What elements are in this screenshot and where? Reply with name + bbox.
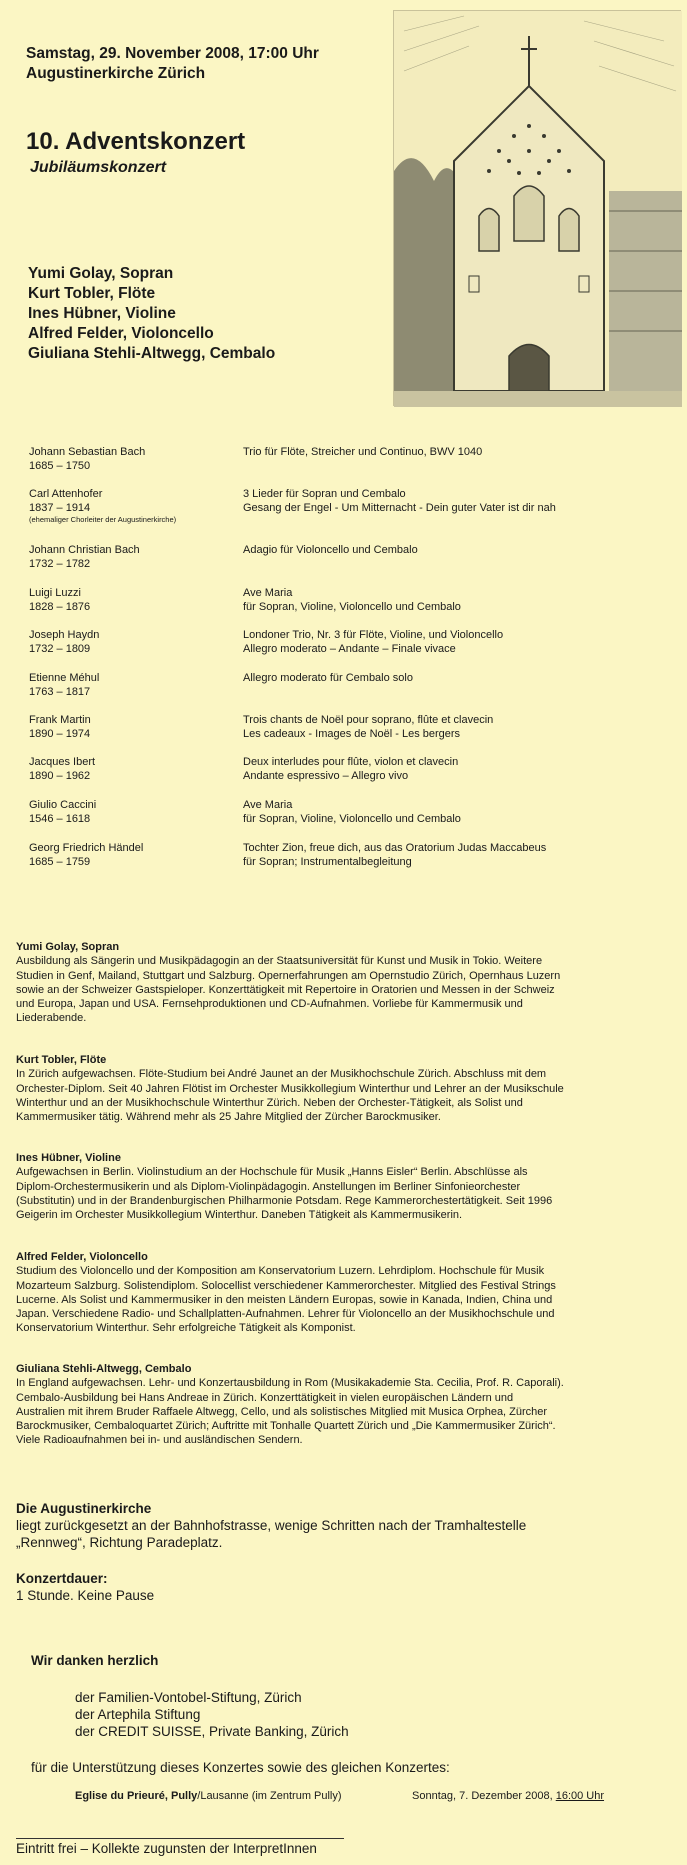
work-detail: Gesang der Engel - Um Mitternacht - Dein guter Vater ist dir nah <box>243 502 556 514</box>
work-title: Adagio für Violoncello und Cembalo <box>243 544 418 556</box>
composer-name: Joseph Haydn <box>29 629 100 641</box>
bio-line: Viele Radioaufnahmen bei in- und ausländischen Sendern. <box>16 1434 303 1447</box>
work-detail: Les cadeaux - Images de Noël - Les bergers <box>243 728 461 740</box>
composer-years: 1546 – 1618 <box>29 813 91 825</box>
location-section <box>16 1500 676 1551</box>
bio-line: In Zürich aufgewachsen. Flöte-Studium bei André Jaunet an der Musikhochschule Zürich. Abschluss mit dem <box>16 1068 547 1081</box>
bio-heading: Yumi Golay, Sopran <box>16 941 120 953</box>
work-title: Londoner Trio, Nr. 3 für Flöte, Violine, und Violoncello <box>243 629 504 641</box>
bio-line: Konservatorium Winterthur. Sehr erfolgreiche Tätigkeit als Komponist. <box>16 1322 356 1335</box>
composer-note: (ehemaliger Chorleiter der Augustinerkirche) <box>29 515 177 524</box>
second-concert-date <box>412 1789 604 1803</box>
bio-line: und Europa, Japan und USA. Fernsehproduktionen und CD-Aufnahmen. Vorliebe für Kammermusik und <box>16 998 523 1011</box>
performer: Alfred Felder, Violoncello <box>28 325 214 342</box>
work-detail: für Sopran, Violine, Violoncello und Cembalo <box>243 813 461 825</box>
composer-years: 1890 – 1974 <box>29 728 91 740</box>
composer-years: 1828 – 1876 <box>29 601 91 613</box>
sponsor-item: der CREDIT SUISSE, Private Banking, Zürich <box>75 1724 349 1739</box>
bio-line: Liederabende. <box>16 1012 87 1025</box>
second-concert-venue <box>75 1789 342 1803</box>
composer-name: Jacques Ibert <box>29 756 96 768</box>
work-detail: für Sopran, Violine, Violoncello und Cembalo <box>243 601 461 613</box>
bio-line: Studien in Genf, Mailand, Stuttgart und Salzburg. Opernerfahrungen am Opernstudio Zürich, Opernhaus Luzern <box>16 969 561 982</box>
duration-text: 1 Stunde. Keine Pause <box>16 1588 155 1603</box>
bio-section <box>16 1362 676 1448</box>
support-line: für die Unterstützung dieses Konzertes sowie des gleichen Konzertes: <box>31 1760 450 1775</box>
work-title: Trio für Flöte, Streicher und Continuo, BWV 1040 <box>243 446 483 458</box>
bio-line: (Substitutin) und in der Brandenburgischen Philharmonie Potsdam. Rege Kammerorchestertätigkeit. Seit 1996 <box>16 1194 553 1207</box>
duration-heading: Konzertdauer: <box>16 1571 108 1586</box>
bio-line: Winterthur und an der Musikhochschule Winterthur Zürich. Neben der Orchester-Tätigkeit, als Solist und <box>16 1096 523 1109</box>
concert-venue: Augustinerkirche Zürich <box>26 65 206 82</box>
bio-line: Diplom-Orchestermusikerin und als Diplom-Violinpädagogin. Anstellungen im Berliner Sinfonieorchester <box>16 1180 521 1193</box>
location-line: „Rennweg“, Richtung Paradeplatz. <box>16 1535 223 1550</box>
work-detail: für Sopran; Instrumentalbegleitung <box>243 856 412 868</box>
bio-section <box>16 1250 676 1336</box>
bio-heading: Giuliana Stehli-Altwegg, Cembalo <box>16 1363 192 1375</box>
composer-years: 1685 – 1759 <box>29 856 91 868</box>
performer-list <box>28 264 275 364</box>
composer-name: Carl Attenhofer <box>29 488 103 500</box>
composer-years: 1837 – 1914 <box>29 502 91 514</box>
second-concert-date-text: Sonntag, 7. Dezember 2008, <box>412 1790 556 1802</box>
bio-line: In England aufgewachsen. Lehr- und Konzertausbildung in Rom (Musikakademie Sta. Cecilia, Prof. R. Caporali). <box>16 1377 564 1390</box>
bio-line: Kammermusiker tätig. Während mehr als 25 Jahre Mitglied der Zürcher Barockmusiker. <box>16 1111 441 1124</box>
composer-name: Giulio Caccini <box>29 799 97 811</box>
composer-name: Luigi Luzzi <box>29 587 81 599</box>
bio-line: Mozarteum Salzburg. Solistendiplom. Solocellist verschiedener Kammerorchester. Mitglied des Festival Strings <box>16 1279 556 1292</box>
work-title: Trois chants de Noël pour soprano, flûte et clavecin <box>243 714 494 726</box>
bio-section <box>16 940 676 1026</box>
second-concert-venue-detail: /Lausanne (im Zentrum Pully) <box>197 1790 342 1802</box>
composer-name: Etienne Méhul <box>29 672 100 684</box>
bio-line: Aufgewachsen in Berlin. Violinstudium an der Hochschule für Musik „Hanns Eisler“ Berlin. Abschlüsse als <box>16 1166 528 1179</box>
performer: Giuliana Stehli-Altwegg, Cembalo <box>28 345 276 362</box>
bio-line: Geigerin im Orchester Musikkollegium Winterthur. Daneben Tätigkeit als Kammermusikerin. <box>16 1209 463 1222</box>
work-title: Ave Maria <box>243 587 293 599</box>
bio-line: Studium des Violoncello und der Komposition am Konservatorium Luzern. Lehrdiplom. Hochschule für Musik <box>16 1265 545 1278</box>
thanks-heading: Wir danken herzlich <box>31 1653 159 1668</box>
location-line: liegt zurückgesetzt an der Bahnhofstrasse, wenige Schritten nach der Tramhaltestelle <box>16 1518 527 1533</box>
work-detail: Andante espressivo – Allegro vivo <box>243 770 409 782</box>
sponsor-item: der Artephila Stiftung <box>75 1707 201 1722</box>
church-illustration <box>393 10 681 406</box>
church-drawing <box>394 11 682 407</box>
performer: Kurt Tobler, Flöte <box>28 285 156 302</box>
sponsor-list <box>75 1689 635 1740</box>
performer: Ines Hübner, Violine <box>28 305 176 322</box>
sponsor-item: der Familien-Vontobel-Stiftung, Zürich <box>75 1690 302 1705</box>
composer-name: Johann Sebastian Bach <box>29 446 146 458</box>
concert-title: 10. Adventskonzert <box>26 128 246 155</box>
composer-name: Johann Christian Bach <box>29 544 140 556</box>
bio-heading: Alfred Felder, Violoncello <box>16 1251 148 1263</box>
concert-date: Samstag, 29. November 2008, 17:00 Uhr <box>26 45 319 62</box>
bio-heading: Kurt Tobler, Flöte <box>16 1054 107 1066</box>
performer: Yumi Golay, Sopran <box>28 265 174 282</box>
work-title: Ave Maria <box>243 799 293 811</box>
bio-line: Orchester-Diplom. Seit 40 Jahren Flötist im Orchester Musikkollegium Winterthur und Lehrer an der Musikschule <box>16 1082 564 1095</box>
work-title: 3 Lieder für Sopran und Cembalo <box>243 488 406 500</box>
composer-name: Frank Martin <box>29 714 91 726</box>
footer-divider <box>16 1838 344 1839</box>
bio-line: Barockmusiker, Cembaloquartet Zürich; Auftritte mit Tonhalle Quartett Zürich und „Die Kammermusiker Zürich“. <box>16 1420 556 1433</box>
location-heading: Die Augustinerkirche <box>16 1501 152 1516</box>
composer-years: 1890 – 1962 <box>29 770 91 782</box>
second-concert-venue-name: Eglise du Prieuré, Pully <box>75 1790 198 1802</box>
composer-years: 1685 – 1750 <box>29 460 91 472</box>
work-detail: Allegro moderato – Andante – Finale vivace <box>243 643 456 655</box>
composer-years: 1732 – 1809 <box>29 643 91 655</box>
composer-name: Georg Friedrich Händel <box>29 842 144 854</box>
second-concert-time: 16:00 Uhr <box>555 1790 605 1802</box>
work-title: Deux interludes pour flûte, violon et clavecin <box>243 756 459 768</box>
composer-years: 1763 – 1817 <box>29 686 91 698</box>
bio-heading: Ines Hübner, Violine <box>16 1152 121 1164</box>
bio-line: Ausbildung als Sängerin und Musikpädagogin an der Staatsuniversität für Kunst und Musik in Tokio. Weitere <box>16 955 543 968</box>
work-title: Tochter Zion, freue dich, aus das Oratorium Judas Maccabeus <box>243 842 547 854</box>
bio-line: Lucerne. Als Solist und Kammermusiker in den meisten Ländern Europas, sowie in Kanada, Indien, China und <box>16 1293 553 1306</box>
bio-section <box>16 1151 676 1222</box>
duration-section <box>16 1570 676 1604</box>
bio-line: Cembalo-Ausbildung bei Hans Andreae in Zürich. Konzerttätigkeit in vielen europäischen Ländern und <box>16 1391 514 1404</box>
composer-years: 1732 – 1782 <box>29 558 91 570</box>
footer-note: Eintritt frei – Kollekte zugunsten der InterpretInnen <box>16 1841 317 1856</box>
bio-line: Australien mit ihrem Bruder Raffaele Altwegg, Cello, und als solistisches Mitglied mit Musica Orphea, Zürcher <box>16 1405 548 1418</box>
bio-section <box>16 1053 676 1124</box>
concert-subtitle: Jubiläumskonzert <box>30 159 167 176</box>
work-title: Allegro moderato für Cembalo solo <box>243 672 413 684</box>
bio-line: sowie an der Schweizer Gastspieloper. Konzerttätigkeit mit Repertoire in Oratorien und Messen in der Schweiz <box>16 983 555 996</box>
bio-line: Japan. Verschiedene Radio- und Schallplatten-Aufnahmen. Lehrer für Violoncello an der Musikhochschule und <box>16 1308 555 1321</box>
